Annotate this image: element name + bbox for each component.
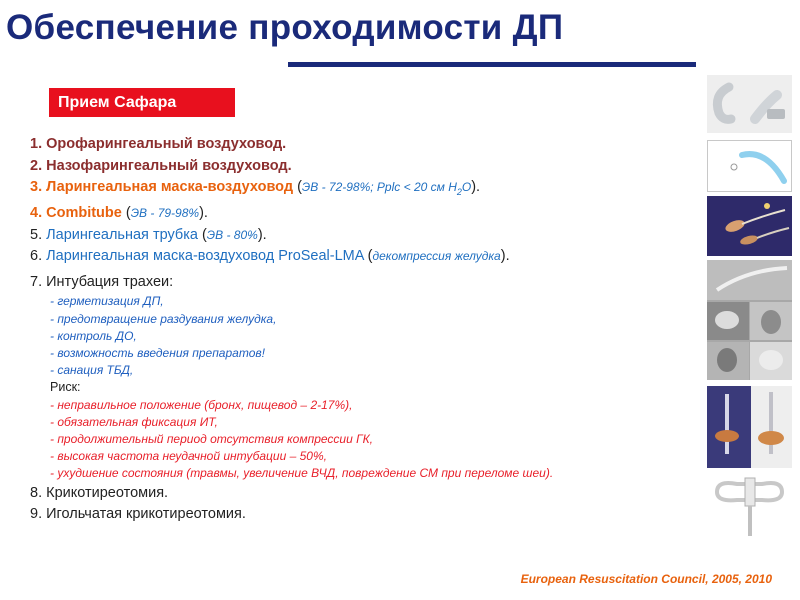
risk-item: - неправильное положение (бронх, пищевод – 2-17%), — [50, 397, 353, 412]
nasopharyngeal-airway-photo — [707, 140, 792, 192]
airway-methods-list — [30, 134, 720, 526]
list-item-3-note: ЭВ - 72-98%; Pplc < 20 см H — [301, 180, 457, 194]
list-item-6 — [30, 246, 720, 268]
paren-open: ( — [121, 205, 131, 222]
laryngeal-tube-photo — [707, 386, 792, 468]
risk-item: - обязательная фиксация ИТ, — [50, 414, 218, 429]
risk-item: - высокая частота неудачной интубации – 50%, — [50, 449, 327, 464]
list-item-8: 8. Крикотиреотомия. — [30, 484, 169, 501]
oropharyngeal-airway-photo — [707, 75, 792, 133]
paren-close: ). — [500, 248, 510, 265]
combitube-insertion-photo — [707, 260, 792, 380]
list-item-5 — [30, 225, 720, 247]
safar-maneuver-badge: Прием Сафара — [49, 88, 235, 117]
list-item-9: 9. Игольчатая крикотиреотомия. — [30, 506, 246, 523]
paren-open: ( — [363, 248, 373, 265]
subscript-2: 2 — [456, 186, 462, 197]
benefit-item: - герметизация ДП, — [50, 294, 164, 309]
paren-open: ( — [197, 226, 207, 243]
list-item-4-note: ЭВ - 79-98% — [130, 206, 200, 221]
laryngeal-mask-photo — [707, 196, 792, 256]
source-citation: European Resuscitation Council, 2005, 2010 — [520, 572, 772, 586]
risk-label: Риск: — [50, 380, 81, 395]
list-number: 5. — [30, 226, 47, 243]
benefit-item: - возможность введения препаратов! — [50, 346, 265, 360]
list-item-3 — [30, 177, 720, 203]
benefit-item: - предотвращение раздувания желудка, — [50, 311, 277, 326]
list-item-2: 2. Назофарингеальный воздуховод. — [30, 157, 292, 174]
cricothyrotomy-kit-photo — [707, 470, 792, 542]
list-item-6-note: декомпрессия желудка — [372, 249, 501, 264]
list-number: 6. — [30, 248, 47, 265]
list-item-5-text: Ларингеальная трубка — [46, 226, 198, 243]
benefit-item: - санация ТБД, — [50, 363, 134, 378]
list-item-1: 1. Орофарингеальный воздуховод. — [30, 136, 287, 152]
list-item-4-text: 4. Combitube — [30, 205, 122, 222]
slide-title: Обеспечение проходимости ДП — [6, 8, 564, 47]
benefit-item: - контроль ДО, — [50, 328, 137, 343]
list-item-3-note-end: O — [461, 180, 472, 194]
risk-item: - ухудшение состояния (травмы, увеличение ВЧД, повреждение СМ при переломе шеи). — [50, 466, 554, 481]
paren-open: ( — [293, 179, 302, 195]
list-item-3-text: 3. Ларингеальная маска-воздуховод — [30, 179, 294, 195]
list-item-7: 7. Интубация трахеи: — [30, 273, 174, 290]
title-underline — [288, 62, 696, 67]
list-item-5-note: ЭВ - 80% — [206, 227, 258, 242]
paren-close: ). — [257, 226, 267, 243]
paren-close: ). — [471, 179, 481, 195]
risk-item: - продолжительный период отсутствия компрессии ГК, — [50, 432, 374, 447]
list-item-4 — [30, 203, 720, 225]
paren-close: ). — [199, 205, 208, 222]
list-item-6-text: Ларингеальная маска-воздуховод ProSeal-LMA — [46, 248, 364, 265]
